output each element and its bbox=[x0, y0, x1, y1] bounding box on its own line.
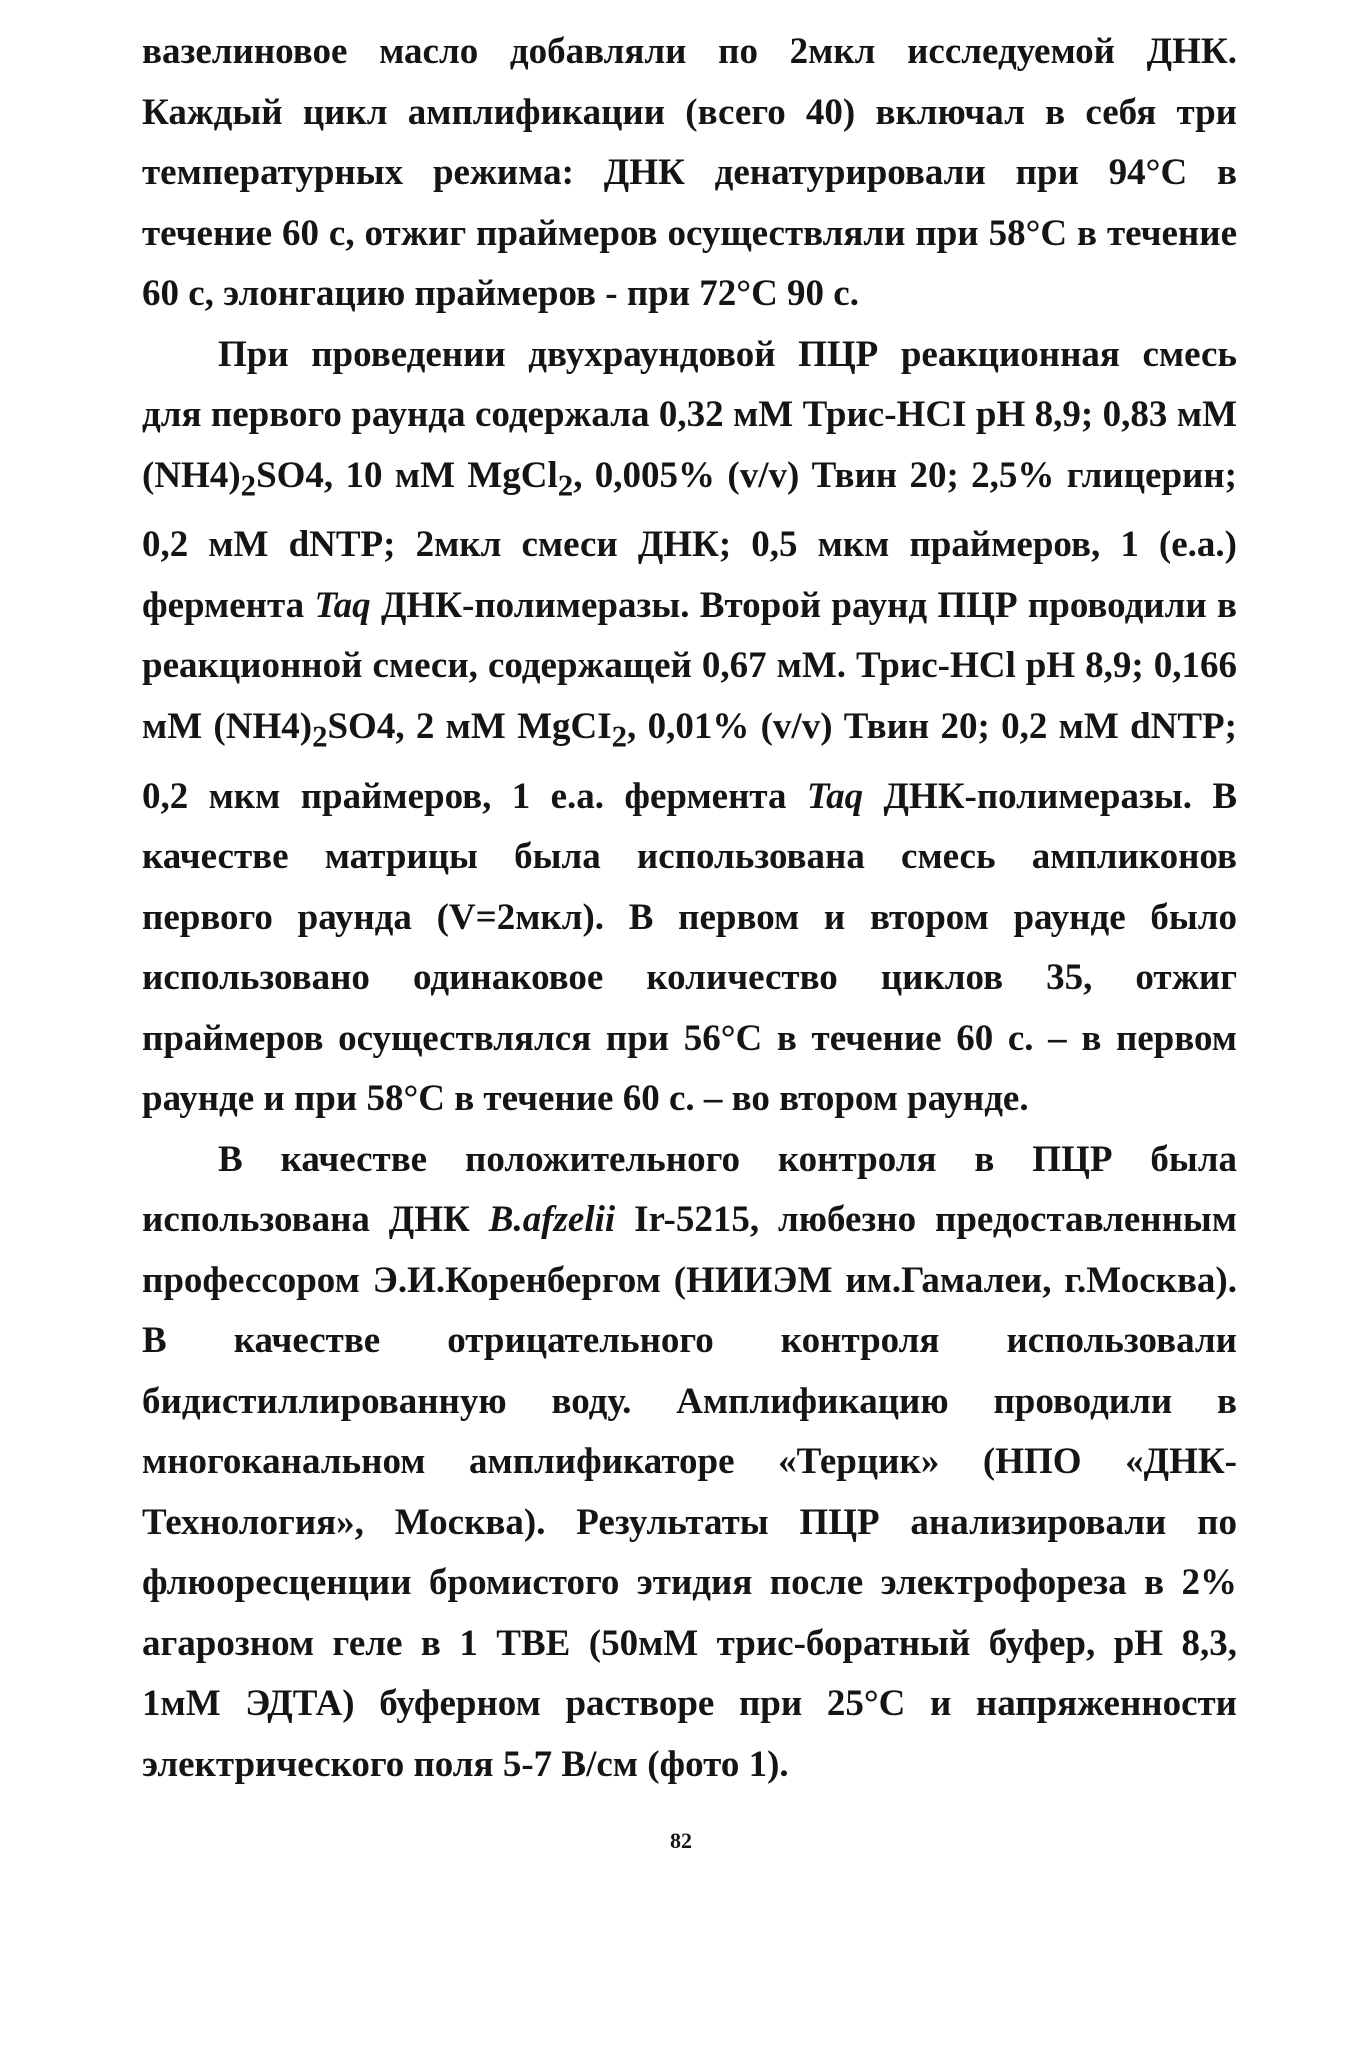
paragraph-2: При проведении двухраундовой ПЦР реакционная смесь для первого раунда содержала 0,32 мМ Трис-HCI pH 8,9; 0,83 мМ $(NH4)_2SO4$, 10 мМ MgCl$_2$, 0,005% (v/v) Твин 20; 2,5% глицерин; 0,2 мМ dNTP; 2мкл смеси ДНК; 0,5 мкм праймеров, 1 (е.а.) фермента Taq ДНК-полимеразы. Второй раунд ПЦР проводили в реакционной смеси, содержащей 0,67 мМ. Трис-HCl pH 8,9; 0,166 мМ $(NH4)_2SO4$, 2 мМ MgCI$_2$, 0,01% (v/v) Твин 20; 0,2 мМ dNTP; 0,2 мкм праймеров, 1 е.а. фермента Taq ДНК-полимеразы. В качестве матрицы была использована смесь ампликонов первого раунда (V=2мкл). В первом и втором раунде было использовано одинаковое количество циклов 35, отжиг праймеров осуществлялся при 56°С в течение 60 с. – в первом раунде и при 58°С в течение 60 с. – во втором раунде. bbox=[142, 333, 1238, 1120]
subscript: 2 bbox=[312, 719, 328, 754]
page-number: 82 bbox=[670, 1828, 692, 1853]
subscript: 2 bbox=[240, 467, 257, 502]
document-page bbox=[142, 22, 1237, 1795]
enzyme-name: Taq bbox=[806, 775, 864, 817]
subscript: 2 bbox=[557, 467, 574, 502]
paragraph-3: В качестве положительного контроля в ПЦР была использована ДНК B.afzelii Ir-5215, любезно предоставленным профессором Э.И.Коренбергом (НИИЭМ им.Гамалеи, г.Москва). В качестве отрицательного контроля использовали бидистиллированную воду. Амплификацию проводили в многоканальном амплификаторе «Терцик» (НПО «ДНК-Технология», Москва). Результаты ПЦР анализировали по флюоресценции бромистого этидия после электрофореза в 2% агарозном геле в 1 ТВЕ (50мМ трис-боратный буфер, pH 8,3, 1мМ ЭДТА) буферном растворе при 25°С и напряженности электрического поля 5-7 В/см (фото 1). bbox=[142, 1138, 1238, 1785]
subscript: 2 bbox=[611, 719, 628, 754]
enzyme-name: Taq bbox=[314, 584, 371, 626]
paragraph-1: вазелиновое масло добавляли по 2мкл исследуемой ДНК. Каждый цикл амплификации (всего 40) включал в себя три температурных режима: ДНК денатурировали при 94°С в течение 60 с, отжиг праймеров осуществляли при 58°С в течение 60 с, элонгацию праймеров - при 72°С 90 с. bbox=[142, 31, 1237, 314]
species-name: B.afzelii bbox=[488, 1199, 616, 1241]
